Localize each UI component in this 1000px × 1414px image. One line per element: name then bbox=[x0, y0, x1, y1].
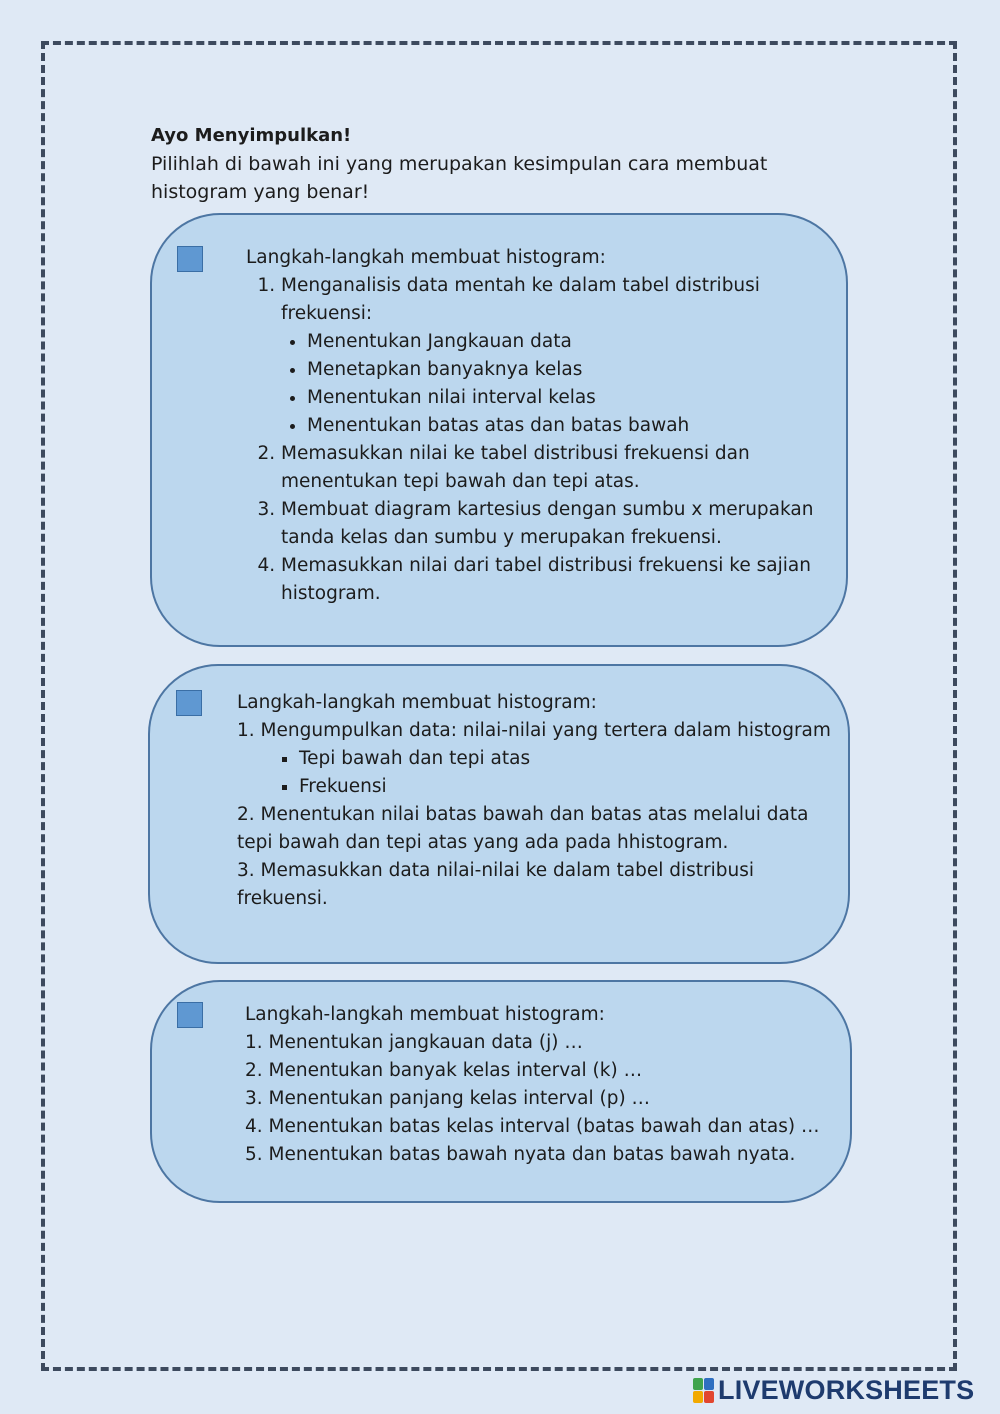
option-3-checkbox[interactable] bbox=[177, 1002, 203, 1028]
option-3-step-4: 4. Menentukan batas kelas interval (batas bawah dan atas) … bbox=[245, 1116, 820, 1137]
logo-icon bbox=[693, 1378, 714, 1403]
option-1-content bbox=[246, 244, 826, 608]
option-2-step-2: 2. Menentukan nilai batas bawah dan batas atas melalui data tepi bawah dan tepi atas yang ada pada hhistogram. bbox=[237, 804, 809, 853]
option-1-heading: Langkah-langkah membuat histogram: bbox=[246, 247, 606, 268]
option-2-step-3: 3. Memasukkan data nilai-nilai ke dalam tabel distribusi frekuensi. bbox=[237, 860, 754, 909]
liveworksheets-logo bbox=[693, 1376, 974, 1404]
bullet-item: • Menentukan nilai interval kelas bbox=[307, 384, 826, 412]
option-1-checkbox[interactable] bbox=[177, 246, 203, 272]
instruction-text: Pilihlah di bawah ini yang merupakan kesimpulan cara membuat histogram yang benar! bbox=[151, 153, 768, 203]
option-1-bullets bbox=[281, 328, 826, 440]
option-1-step-2: 2. Memasukkan nilai ke tabel distribusi frekuensi dan menentukan tepi bawah dan tepi atas. bbox=[281, 440, 826, 496]
section-title: Ayo Menyimpulkan! bbox=[151, 125, 352, 146]
option-3-heading: Langkah-langkah membuat histogram: bbox=[245, 1004, 605, 1025]
option-1-steps bbox=[246, 272, 826, 608]
option-3-step-1: 1. Menentukan jangkauan data (j) … bbox=[245, 1032, 583, 1053]
option-1-step-1: 1. Menganalisis data mentah ke dalam tabel distribusi frekuensi: • Menentukan Jangkauan data • Menetapkan banyaknya kelas • Menentukan nilai interval kelas • Menentukan batas atas dan batas bawah bbox=[281, 272, 826, 440]
option-3-content bbox=[245, 1001, 845, 1169]
bullet-item: • Menentukan batas atas dan batas bawah bbox=[307, 412, 826, 440]
option-3-step-5: 5. Menentukan batas bawah nyata dan batas bawah nyata. bbox=[245, 1144, 796, 1165]
option-1-step-3: 3. Membuat diagram kartesius dengan sumbu x merupakan tanda kelas dan sumbu y merupakan frekuensi. bbox=[281, 496, 826, 552]
bullet-item: • Menentukan Jangkauan data bbox=[307, 328, 826, 356]
bullet-item: • Menetapkan banyaknya kelas bbox=[307, 356, 826, 384]
option-card-3 bbox=[150, 980, 852, 1203]
option-2-bullets bbox=[237, 745, 837, 801]
bullet-item: ▪ Tepi bawah dan tepi atas bbox=[299, 745, 837, 773]
option-2-checkbox[interactable] bbox=[176, 690, 202, 716]
option-2-heading: Langkah-langkah membuat histogram: bbox=[237, 692, 597, 713]
bullet-item: ▪ Frekuensi bbox=[299, 773, 837, 801]
option-3-step-3: 3. Menentukan panjang kelas interval (p) … bbox=[245, 1088, 651, 1109]
option-card-1 bbox=[150, 213, 848, 647]
option-2-step-1: 1. Mengumpulkan data: nilai-nilai yang tertera dalam histogram bbox=[237, 720, 831, 741]
option-1-step-4: 4. Memasukkan nilai dari tabel distribusi frekuensi ke sajian histogram. bbox=[281, 552, 826, 608]
intro-section bbox=[151, 122, 851, 206]
brand-name: LIVEWORKSHEETS bbox=[718, 1374, 975, 1405]
option-2-content bbox=[237, 689, 837, 913]
option-3-step-2: 2. Menentukan banyak kelas interval (k) … bbox=[245, 1060, 643, 1081]
option-card-2 bbox=[148, 664, 850, 964]
